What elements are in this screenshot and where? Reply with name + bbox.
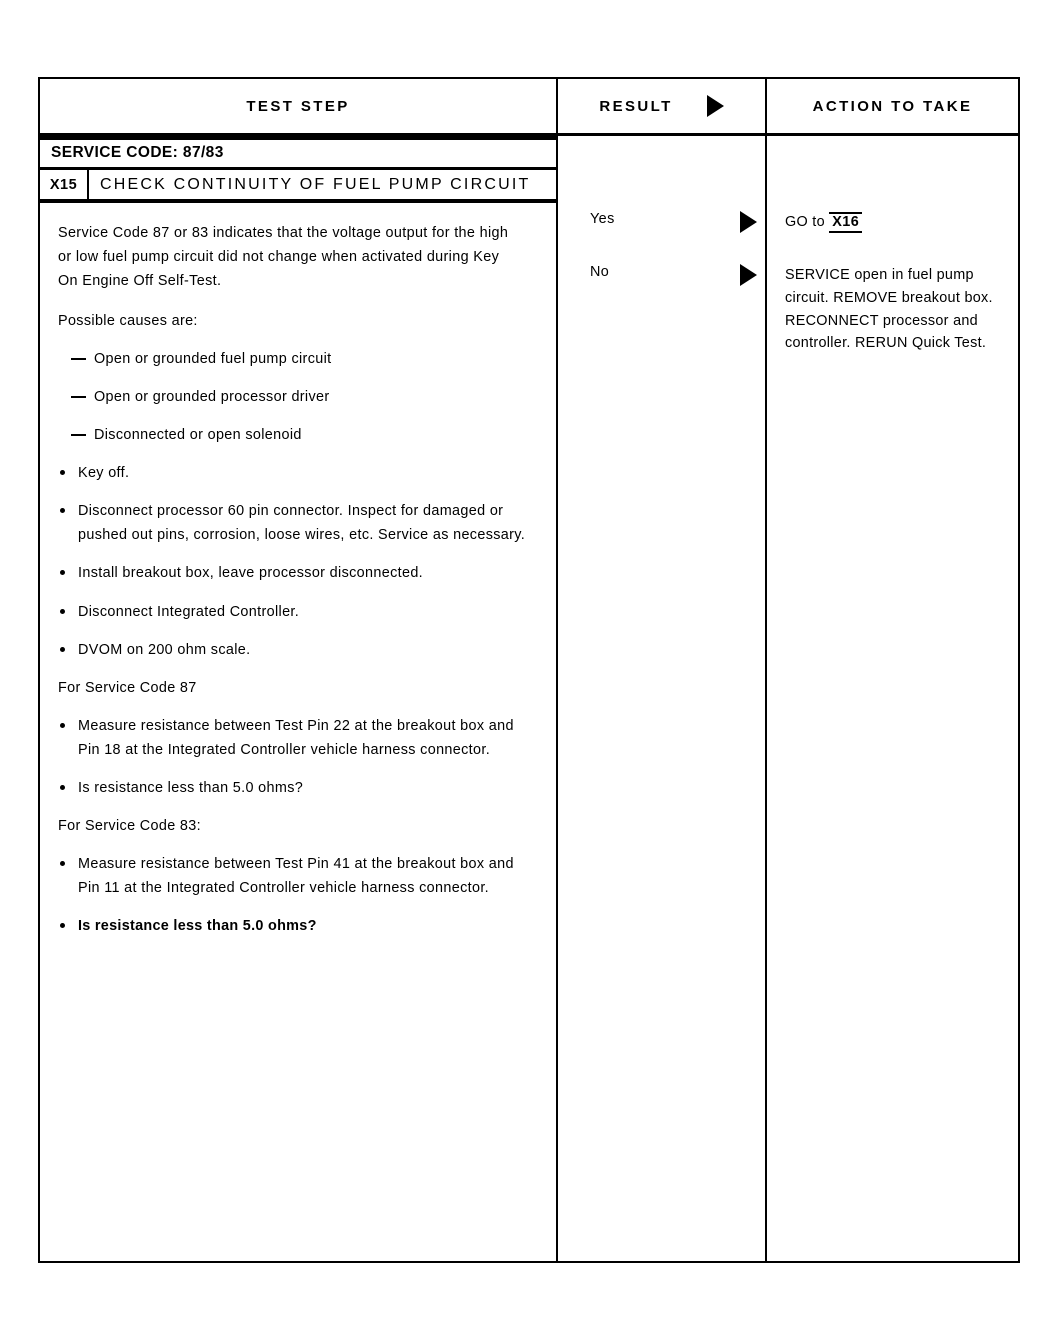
header-cell-result bbox=[556, 79, 765, 133]
list-item bbox=[58, 776, 540, 800]
column-test-step bbox=[40, 136, 556, 1261]
step-title: CHECK CONTINUITY OF FUEL PUMP CIRCUIT bbox=[100, 175, 531, 193]
list-item-label: Key off. bbox=[78, 465, 130, 482]
bullet-icon bbox=[60, 508, 65, 513]
arrow-right-glyph bbox=[740, 264, 757, 286]
step-id-badge: X15 bbox=[40, 170, 89, 199]
list-item bbox=[58, 385, 542, 409]
step-id-row bbox=[40, 170, 556, 203]
list-item-label: Open or grounded fuel pump circuit bbox=[94, 351, 332, 368]
arrow-right-icon bbox=[740, 264, 757, 291]
list-item-label: Measure resistance between Test Pin 22 at the breakout box and Pin 18 at the Integrated Controller vehicle harness connector. bbox=[78, 717, 514, 758]
header-label-result: RESULT bbox=[599, 97, 673, 115]
list-item bbox=[58, 852, 540, 900]
arrow-right-glyph bbox=[740, 211, 757, 233]
list-item bbox=[58, 347, 542, 371]
step-xref-link[interactable]: X16 bbox=[829, 212, 862, 233]
list-item bbox=[58, 714, 540, 762]
bullet-icon bbox=[60, 923, 65, 928]
service-code-87-label: For Service Code 87 bbox=[58, 679, 197, 696]
bullet-icon bbox=[60, 647, 65, 652]
arrow-right-icon bbox=[740, 211, 757, 238]
header-cell-action bbox=[765, 79, 1018, 133]
header-result-group bbox=[599, 95, 723, 117]
dash-bullet-icon bbox=[71, 396, 86, 398]
service-code-87-list bbox=[58, 714, 542, 800]
possible-causes-list bbox=[58, 347, 542, 447]
list-item bbox=[58, 499, 540, 547]
list-item bbox=[58, 914, 540, 938]
step-intro-paragraph: Service Code 87 or 83 indicates that the voltage output for the high or low fuel pump circuit did not change when activated during Key On Engine Off Self-Test. bbox=[58, 225, 509, 290]
list-item bbox=[58, 561, 540, 585]
bullet-icon bbox=[60, 723, 65, 728]
chart-header-row bbox=[40, 79, 1018, 136]
pinpoint-test-chart bbox=[38, 77, 1020, 1263]
column-result bbox=[556, 136, 765, 1261]
service-code-83-label: For Service Code 83: bbox=[58, 817, 201, 834]
list-item-label: DVOM on 200 ohm scale. bbox=[78, 641, 251, 658]
action-for-yes bbox=[785, 211, 1006, 234]
header-label-test-step: TEST STEP bbox=[246, 97, 350, 115]
arrow-right-icon bbox=[707, 95, 724, 117]
list-item-label: Disconnect processor 60 pin connector. Inspect for damaged or pushed out pins, corrosion, loose wires, etc. Service as necessary. bbox=[78, 503, 526, 544]
list-item-label: Measure resistance between Test Pin 41 at the breakout box and Pin 11 at the Integrated Controller vehicle harness connector. bbox=[78, 855, 514, 896]
list-item-label: Open or grounded processor driver bbox=[94, 389, 330, 406]
action-for-no bbox=[785, 264, 1006, 355]
column-action-to-take bbox=[765, 136, 1018, 1261]
header-cell-test-step bbox=[40, 79, 556, 133]
dash-bullet-icon bbox=[71, 358, 86, 360]
list-item-label: Is resistance less than 5.0 ohms? bbox=[78, 779, 304, 796]
list-item-label: Is resistance less than 5.0 ohms? bbox=[78, 917, 317, 934]
action-text: SERVICE open in fuel pump circuit. REMOVE breakout box. RECONNECT processor and controller. RERUN Quick Test. bbox=[785, 267, 993, 352]
result-value-yes: Yes bbox=[590, 211, 615, 227]
service-code-banner: SERVICE CODE: 87/83 bbox=[40, 136, 556, 170]
service-code-83-list bbox=[58, 852, 542, 938]
possible-causes-label: Possible causes are: bbox=[58, 313, 198, 330]
list-item-label: Disconnect Integrated Controller. bbox=[78, 603, 300, 620]
step-body bbox=[40, 203, 556, 938]
dash-bullet-icon bbox=[71, 434, 86, 436]
list-item bbox=[58, 600, 540, 624]
bullet-icon bbox=[60, 861, 65, 866]
bullet-icon bbox=[60, 570, 65, 575]
action-text: GO to bbox=[785, 214, 830, 230]
bullet-icon bbox=[60, 470, 65, 475]
bullet-icon bbox=[60, 785, 65, 790]
list-item bbox=[58, 638, 540, 662]
procedure-steps-list bbox=[58, 461, 542, 661]
header-label-action: ACTION TO TAKE bbox=[812, 97, 973, 115]
list-item-label: Disconnected or open solenoid bbox=[94, 427, 302, 444]
list-item bbox=[58, 461, 540, 485]
list-item-label: Install breakout box, leave processor disconnected. bbox=[78, 565, 424, 582]
bullet-icon bbox=[60, 609, 65, 614]
result-value-no: No bbox=[590, 264, 610, 280]
list-item bbox=[58, 423, 542, 447]
